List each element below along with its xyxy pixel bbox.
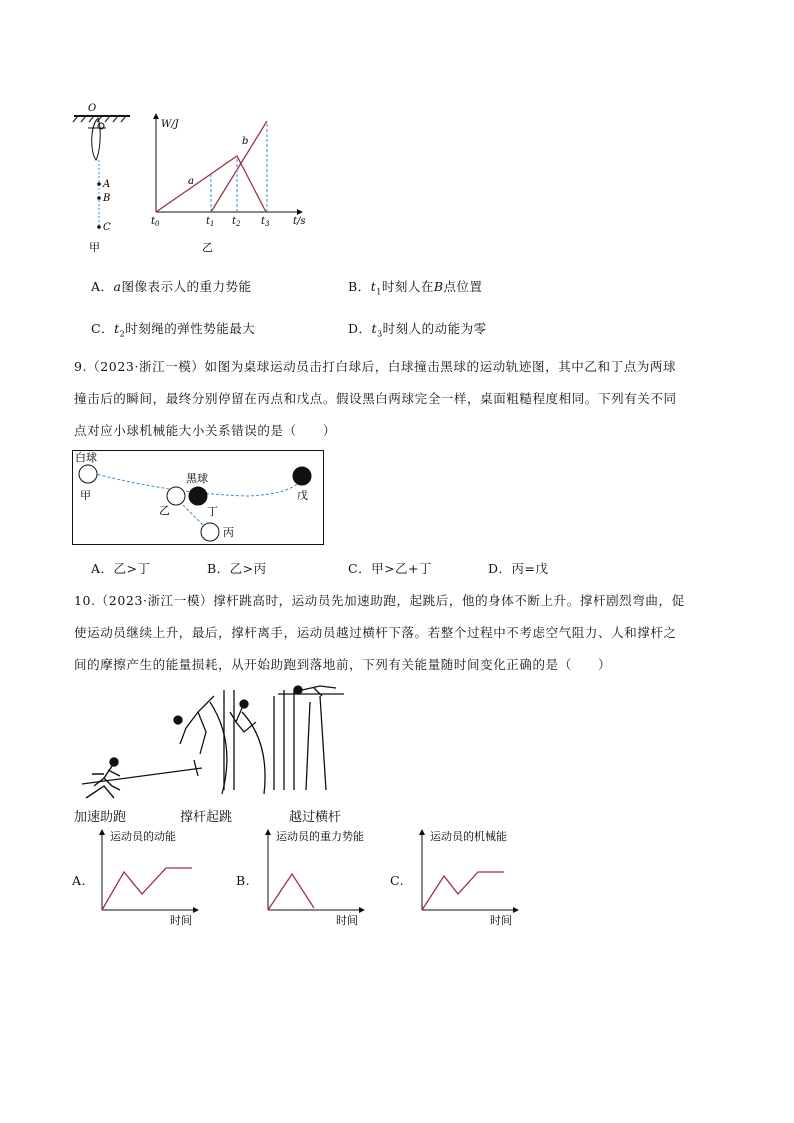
q9-stem-line-3: 点对应小球机械能大小关系错误的是（ ） bbox=[74, 423, 337, 438]
ball-wu bbox=[293, 467, 311, 485]
q9-pool-table-figure bbox=[72, 450, 324, 546]
ball-bing bbox=[201, 523, 219, 541]
graph-c-title: 运动员的机械能 bbox=[430, 830, 507, 843]
q9-option-c[interactable]: C．甲>乙+丁 bbox=[348, 561, 433, 576]
x-axis-label: t/s bbox=[293, 216, 306, 227]
graph-c-xlabel: 时间 bbox=[490, 914, 512, 927]
point-b-label: B bbox=[103, 193, 111, 204]
y-axis-label: W/J bbox=[161, 119, 179, 130]
graph-b-curve bbox=[268, 874, 314, 910]
ball-jia bbox=[79, 465, 97, 483]
q9-stem-line-1: 9.（2023·浙江一模）如图为桌球运动员击打白球后，白球撞击黑球的运动轨迹图，其中乙和丁点为两球 bbox=[74, 359, 677, 374]
graph-a-curve bbox=[102, 868, 192, 910]
q9-option-a[interactable]: A．乙>丁 bbox=[91, 561, 151, 576]
graph-c-curve bbox=[422, 872, 504, 910]
q8-option-a[interactable]: A．a图像表示人的重力势能 bbox=[91, 279, 252, 294]
label-yi: 乙 bbox=[159, 504, 170, 517]
q8-option-c[interactable]: C．$t_2$时刻绳的弹性势能最大 bbox=[91, 321, 256, 339]
tick-t2: $t_2$ bbox=[232, 216, 241, 228]
q10-stem-line-2: 使运动员继续上升，最后，撑杆离手，运动员越过横杆下落。若整个过程中不考虑空气阻力、人和撑杆之 bbox=[74, 625, 677, 640]
white-ball-label: 白球 bbox=[75, 451, 97, 464]
q8-figure-left bbox=[68, 100, 138, 254]
q10-graph-a[interactable] bbox=[94, 826, 204, 926]
ball-yi bbox=[167, 487, 185, 505]
q10-graph-b[interactable] bbox=[260, 826, 390, 926]
label-ding: 丁 bbox=[207, 505, 218, 518]
stage-label-takeoff: 撑杆起跳 bbox=[180, 810, 233, 825]
graph-a-xlabel: 时间 bbox=[170, 914, 192, 927]
stage-label-run: 加速助跑 bbox=[74, 810, 127, 825]
tick-t1: $t_1$ bbox=[206, 216, 215, 228]
q10-option-a-letter[interactable]: A. bbox=[72, 873, 87, 888]
q9-option-d[interactable]: D．丙=戊 bbox=[488, 561, 549, 576]
black-ball-label: 黑球 bbox=[186, 472, 208, 485]
q10-stem-line-1: 10.（2023·浙江一模）撑杆跳高时，运动员先加速助跑，起跳后，他的身体不断上升。撑杆剧烈弯曲，促 bbox=[74, 593, 685, 608]
q9-option-b[interactable]: B．乙>丙 bbox=[207, 561, 267, 576]
stage-label-clear: 越过横杆 bbox=[289, 810, 342, 825]
q8-figure-right bbox=[150, 110, 320, 260]
label-bing: 丙 bbox=[223, 526, 234, 539]
q9-stem-line-2: 撞击后的瞬间，最终分别停留在丙点和戊点。假设黑白两球完全一样，桌面粗糙程度相同。下列有关不同 bbox=[74, 391, 677, 406]
graph-b-title: 运动员的重力势能 bbox=[276, 830, 364, 843]
tick-t0: $t_0$ bbox=[151, 216, 160, 228]
point-o-label: O bbox=[88, 103, 97, 114]
fig-caption-yi: 乙 bbox=[202, 241, 213, 254]
graph-b-xlabel: 时间 bbox=[336, 914, 358, 927]
pole-vault-illustration bbox=[74, 682, 364, 802]
fig-caption-jia: 甲 bbox=[89, 241, 100, 254]
curve-b-label: b bbox=[242, 136, 249, 147]
point-a-label: A bbox=[103, 179, 111, 190]
ball-ding bbox=[189, 487, 207, 505]
tick-t3: $t_3$ bbox=[261, 216, 270, 228]
q10-option-b-letter[interactable]: B. bbox=[236, 873, 251, 888]
q10-option-c-letter[interactable]: C. bbox=[390, 873, 405, 888]
curve-a-label: a bbox=[188, 176, 194, 187]
q10-stem-line-3: 间的摩擦产生的能量损耗，从开始助跑到落地前，下列有关能量随时间变化正确的是（ ） bbox=[74, 657, 612, 672]
q8-option-d[interactable]: D．$t_3$时刻人的动能为零 bbox=[348, 321, 487, 339]
label-wu: 戊 bbox=[297, 489, 308, 502]
point-c-label: C bbox=[103, 222, 111, 233]
graph-a-title: 运动员的动能 bbox=[110, 830, 176, 843]
q8-option-b[interactable]: B．$t_1$时刻人在B点位置 bbox=[348, 279, 483, 297]
q10-graph-c[interactable] bbox=[414, 826, 534, 926]
label-jia: 甲 bbox=[80, 489, 91, 502]
